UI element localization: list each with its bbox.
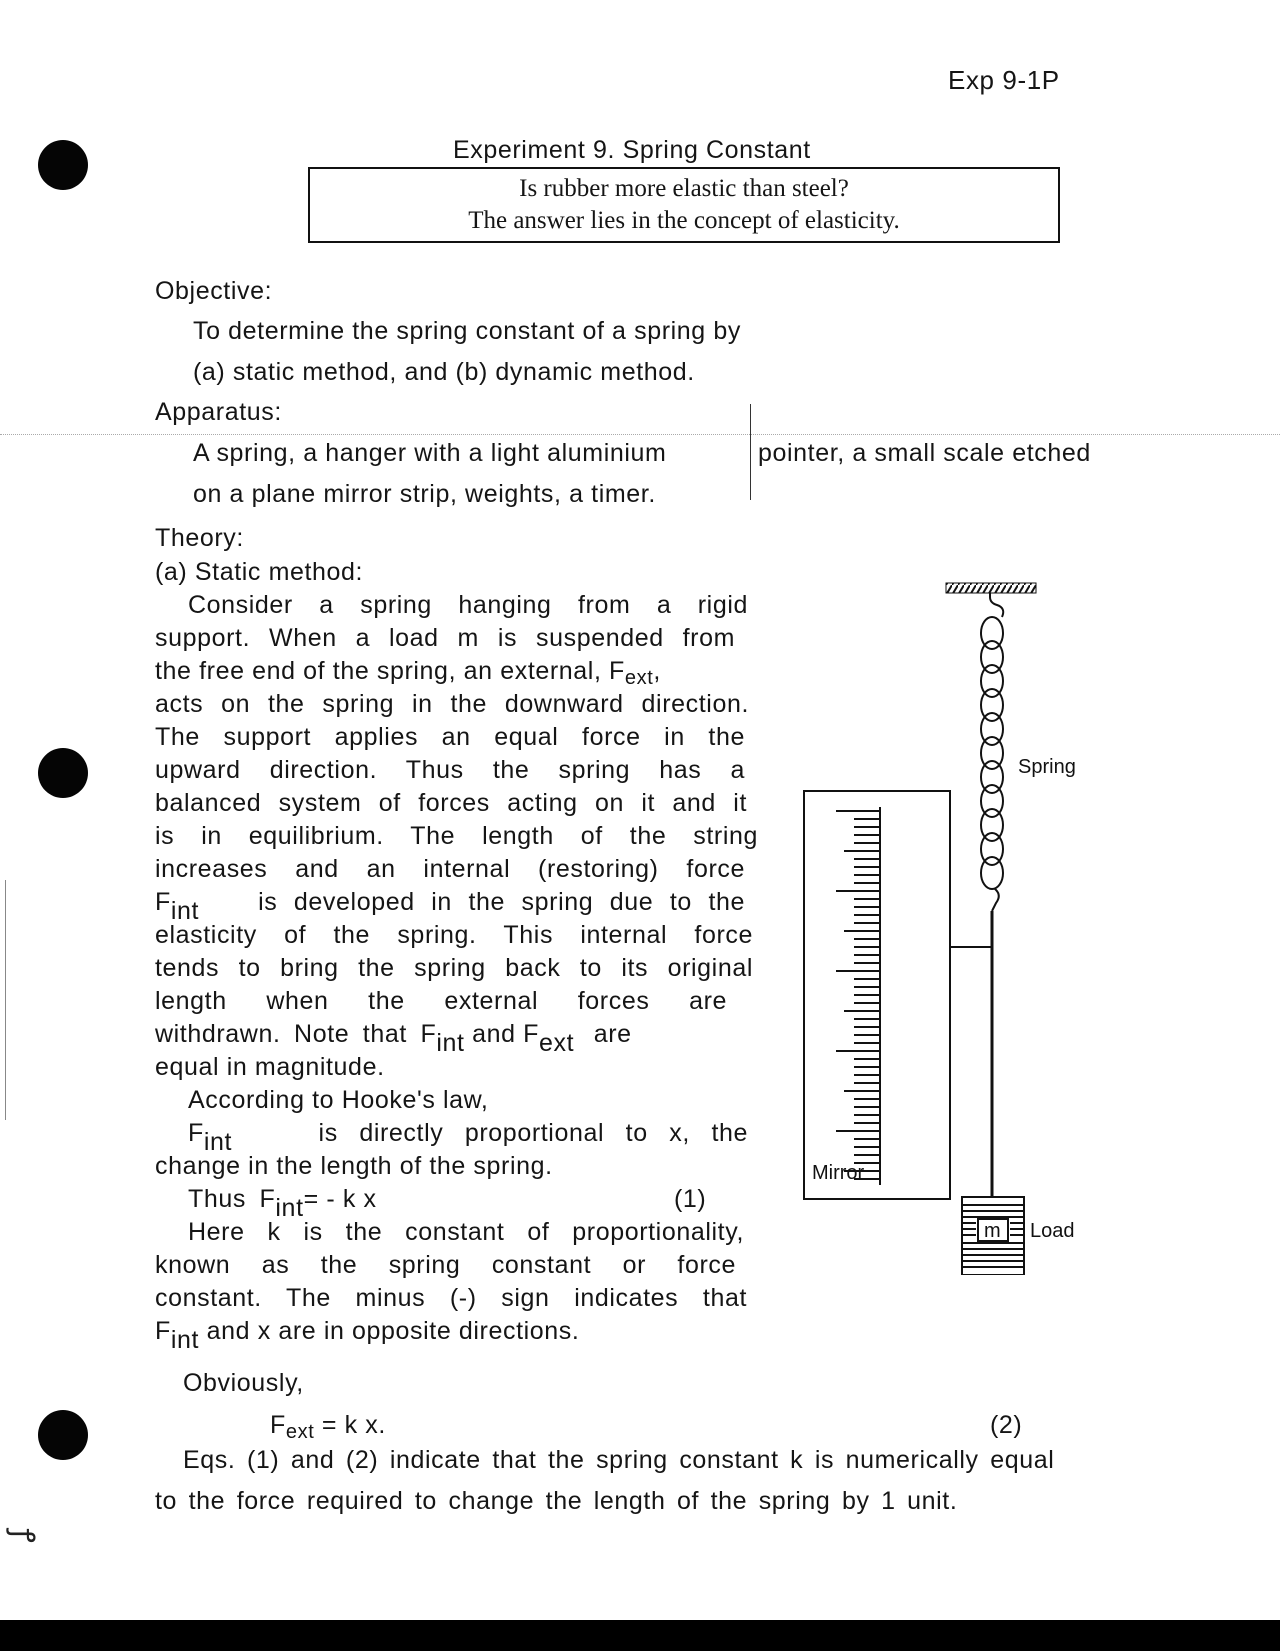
quote-line-1: Is rubber more elastic than steel? — [519, 175, 849, 202]
theory-text: the free end of the spring, an external, F — [155, 657, 625, 685]
subscript: int — [170, 1325, 200, 1354]
theory-text: is directly proportional to x, the — [318, 1119, 748, 1147]
subscript: int — [203, 1127, 233, 1156]
scan-edge-line — [5, 880, 6, 1120]
subscript: ext — [624, 667, 654, 689]
subscript: int — [170, 896, 200, 925]
k-line-2: known as the spring constant or force — [155, 1251, 736, 1279]
bottom-scan-bar — [0, 1620, 1280, 1651]
theory-text — [188, 1117, 233, 1156]
punch-hole-bottom — [38, 1410, 88, 1460]
theory-text: is developed in the spring due to the — [258, 888, 745, 916]
subscript: ext — [285, 1421, 315, 1443]
theory-line: upward direction. Thus the spring has a — [155, 756, 745, 784]
punch-hole-middle — [38, 748, 88, 798]
theory-line: length when the external forces are — [155, 987, 727, 1015]
objective-heading: Objective: — [155, 277, 273, 305]
theory-text — [155, 886, 200, 925]
obviously-text: Obviously, — [183, 1369, 304, 1397]
equation-2-number: (2) — [990, 1411, 1023, 1439]
margin-mark: ꝭ — [5, 1528, 41, 1543]
equation-2 — [270, 1409, 386, 1441]
theory-text: F — [188, 1119, 204, 1147]
theory-line: Consider a spring hanging from a rigid — [188, 591, 748, 619]
equation-1-number: (1) — [674, 1185, 707, 1213]
theory-subheading: (a) Static method: — [155, 558, 364, 586]
rigid-support — [946, 583, 1036, 593]
quote-box — [308, 167, 1060, 243]
theory-line: tends to bring the spring back to its original — [155, 954, 753, 982]
theory-text: and x are in opposite directions. — [199, 1317, 580, 1345]
hooke-line-1 — [188, 1117, 748, 1156]
k-line-3: constant. The minus (-) sign indicates that — [155, 1284, 747, 1312]
k-line-1: Here k is the constant of proportionality, — [188, 1218, 744, 1246]
theory-text: Thus F — [188, 1185, 276, 1213]
theory-line — [155, 886, 745, 925]
mass-label: m — [984, 1220, 1001, 1242]
equation-1 — [188, 1183, 377, 1222]
spring-coil — [981, 593, 1003, 911]
theory-line: equal in magnitude. — [155, 1053, 385, 1081]
page-title: Experiment 9. Spring Constant — [453, 136, 811, 164]
spring-apparatus-figure — [790, 575, 1090, 1275]
scan-seam-line — [750, 404, 751, 500]
theory-line: support. When a load m is suspended from — [155, 624, 735, 652]
conclusion-line-1: Eqs. (1) and (2) indicate that the spring constant k is numerically equal — [183, 1446, 1055, 1474]
k-line-4 — [155, 1315, 580, 1354]
punch-hole-top — [38, 140, 88, 190]
subscript: int — [275, 1193, 304, 1222]
theory-text: , — [653, 657, 661, 685]
theory-line — [155, 1018, 632, 1057]
theory-line: acts on the spring in the downward direction. — [155, 690, 749, 718]
theory-text: F — [155, 888, 171, 916]
scan-fold-line — [0, 434, 1280, 435]
theory-text: and F — [464, 1020, 540, 1048]
theory-line: balanced system of forces acting on it and it — [155, 789, 747, 817]
apparatus-line-1-right: pointer, a small scale etched — [758, 439, 1091, 467]
theory-text: are — [574, 1020, 632, 1048]
theory-line: is in equilibrium. The length of the string — [155, 822, 758, 850]
objective-line-1: To determine the spring constant of a spring by — [193, 317, 741, 345]
theory-text: withdrawn. Note that F — [155, 1020, 437, 1048]
quote-line-2: The answer lies in the concept of elasticity. — [468, 207, 900, 234]
theory-text: F — [155, 1317, 171, 1345]
apparatus-line-2: on a plane mirror strip, weights, a timer. — [193, 480, 656, 508]
hooke-intro: According to Hooke's law, — [188, 1086, 489, 1114]
apparatus-heading: Apparatus: — [155, 398, 282, 426]
apparatus-line-1-left: A spring, a hanger with a light aluminium — [193, 439, 667, 467]
theory-heading: Theory: — [155, 524, 244, 552]
hooke-line-2: change in the length of the spring. — [155, 1152, 553, 1180]
theory-text: = - k x — [303, 1185, 377, 1213]
theory-line — [155, 655, 661, 687]
mirror-label: Mirror — [812, 1162, 865, 1184]
conclusion-line-2: to the force required to change the length of the spring by 1 unit. — [155, 1487, 958, 1515]
spring-label: Spring — [1018, 756, 1076, 778]
theory-line: The support applies an equal force in the — [155, 723, 745, 751]
subscript: ext — [539, 1028, 575, 1057]
page-id: Exp 9-1P — [948, 65, 1060, 95]
theory-text: F — [270, 1411, 286, 1439]
objective-line-2: (a) static method, and (b) dynamic method. — [193, 358, 695, 386]
theory-line: elasticity of the spring. This internal force — [155, 921, 753, 949]
theory-line: increases and an internal (restoring) force — [155, 855, 745, 883]
subscript: int — [436, 1028, 465, 1057]
load-label: Load — [1030, 1220, 1075, 1242]
theory-text: = k x. — [314, 1411, 386, 1439]
